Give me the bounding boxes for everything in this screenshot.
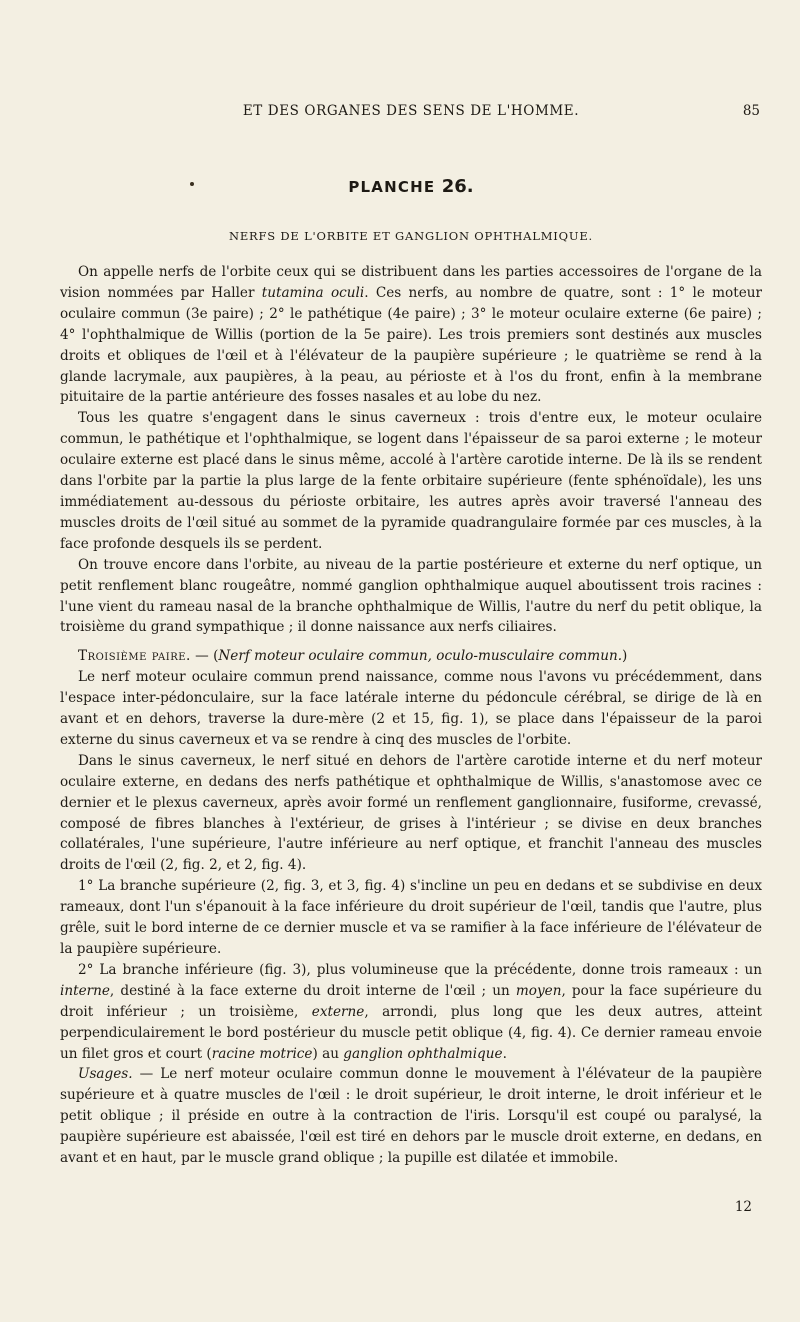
- paragraph: Le nerf moteur oculaire commun prend naissance, comme nous l'avons vu précédemment, dans l'espace inter-pédonculaire, sur la face latérale interne du pédoncule cérébral, se dirige de là en avant et en dehors, traverse la dure-mère (2 et 15, fig. 1), se place dans l'épaisseur de la paroi externe du sinus caverneux et va se rendre à cinq des muscles de l'orbite.: [60, 669, 762, 748]
- paragraph: Usages. — Le nerf moteur oculaire commun donne le mouvement à l'élévateur de la paupière supérieure et à quatre muscles de l'œil : le droit supérieur, le droit interne, le droit inférieur et le petit oblique ; il préside en outre à la contraction de l'iris. Lorsqu'il est coupé ou paralysé, la paupière supérieure est abaissée, l'œil est tiré en dehors par le muscle droit externe, en dedans, en avant et en haut, par le muscle grand oblique ; la pupille est dilatée et immobile.: [60, 1066, 762, 1167]
- plate-label: PLANCHE: [348, 178, 436, 196]
- signature-mark: 12: [734, 1199, 752, 1215]
- paragraph: On trouve encore dans l'orbite, au niveau de la partie postérieure et externe du nerf optique, un petit renflement blanc rougeâtre, nommé ganglion ophthalmique auquel aboutissent trois racines : l'une vient du rameau nasal de la branche ophthalmique de Willis, l'autre du nerf du petit oblique, la troisième du grand sympathique ; il donne naissance aux nerfs ciliaires.: [60, 556, 762, 636]
- paragraph: 2° La branche inférieure (fig. 3), plus volumineuse que la précédente, donne trois rameaux : un interne, destiné à la face externe du droit interne de l'œil ; un moyen, pour la face supérieure du droit inférieur ; un troisième, externe, arrondi, plus long que les deux autres, atteint perpendiculairement le bord postérieur du muscle petit oblique (4, fig. 4). Ce dernier rameau envoie un filet gros et court (racine motrice) au ganglion ophthalmique.: [60, 961, 763, 1062]
- paragraph: Dans le sinus caverneux, le nerf situé en dehors de l'artère carotide interne et du nerf moteur oculaire externe, en dedans des nerfs pathétique et ophthalmique de Willis, s'anastomose avec ce dernier et le plexus caverneux, après avoir formé un renflement ganglionnaire, fusiforme, crevassé, composé de fibres blanches à l'extérieur, de grises à l'intérieur ; se divise en deux branches collatérales, l'une supérieure, l'autre inférieure au nerf optique, et franchit l'anneau des muscles droits de l'œil (2, fig. 2, et 2, fig. 4).: [60, 752, 762, 874]
- paragraph: On appelle nerfs de l'orbite ceux qui se distribuent dans les parties accessoires de l'organe de la vision nommées par Haller tutamina oculi. Ces nerfs, au nombre de quatre, sont : 1° le moteur oculaire commun (3e paire) ; 2° le pathétique (4e paire) ; 3° le moteur oculaire externe (6e paire) ; 4° l'ophthalmique de Willis (portion de la 5e paire). Les trois premiers sont destinés aux muscles droits et obliques de l'œil et à l'élévateur de la paupière supérieure ; le quatrième se rend à la glande lacrymale, aux paupières, à la peau, au périoste et à l'os du front, enfin à la membrane pituitaire de la partie antérieure des fosses nasales et au lobe du nez.: [60, 264, 763, 406]
- plate-title: [60, 176, 762, 197]
- page-number: 85: [742, 103, 760, 119]
- subsection-heading: Troisième paire. — (Nerf moteur oculaire commun, oculo-musculaire commun.): [78, 648, 628, 665]
- running-title: ET DES ORGANES DES SENS DE L'HOMME.: [242, 103, 580, 119]
- running-head: [60, 103, 762, 125]
- paragraph: Tous les quatre s'engagent dans le sinus caverneux : trois d'entre eux, le moteur oculaire commun, le pathétique et l'ophthalmique, se logent dans l'épaisseur de sa paroi externe ; le moteur oculaire externe est placé dans le sinus même, accolé à l'artère carotide interne. De là ils se rendent dans l'orbite par la partie la plus large de la fente orbitaire supérieure (fente sphénoïdale), les uns immédiatement au-dessous du périoste orbitaire, les autres après avoir traversé l'anneau des muscles droits de l'œil situé au sommet de la pyramide quadrangulaire formée par ces muscles, à la face profonde desquels ils se perdent.: [60, 410, 762, 552]
- paragraph: 1° La branche supérieure (2, fig. 3, et 3, fig. 4) s'incline un peu en dedans et se subdivise en deux rameaux, dont l'un s'épanouit à la face inférieure du droit supérieur de l'œil, tandis que l'autre, plus grêle, suit le bord interne de ce dernier muscle et va se ramifier à la face inférieure de l'élévateur de la paupière supérieure.: [60, 878, 762, 957]
- plate-number: 26.: [441, 176, 474, 197]
- body-text: [60, 262, 762, 1169]
- section-title: NERFS DE L'ORBITE ET GANGLION OPHTHALMIQUE.: [228, 229, 593, 243]
